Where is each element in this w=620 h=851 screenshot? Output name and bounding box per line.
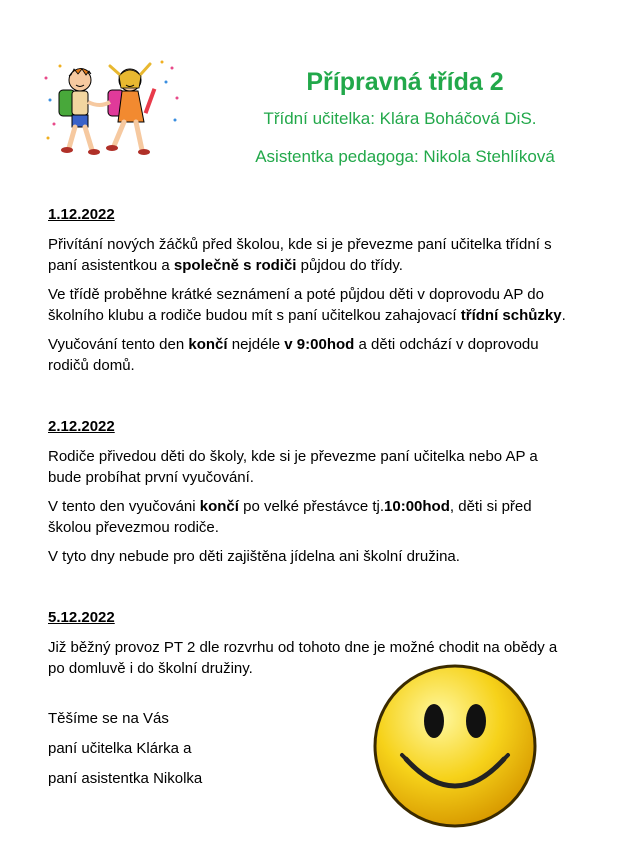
teaching-assistant: Asistentka pedagoga: Nikola Stehlíková bbox=[255, 147, 555, 166]
section-day-1 bbox=[48, 204, 568, 376]
date-heading: 2.12.2022 bbox=[48, 418, 115, 435]
schedule-content bbox=[48, 204, 568, 687]
paragraph: V tento den vyučováni končí po velké přestávce tj.10:00hod, děti si před školou převezmou rodiče. bbox=[48, 498, 532, 536]
closing-signature bbox=[48, 704, 202, 794]
paragraph: Již běžný provoz PT 2 dle rozvrhu od tohoto dne je možné chodit na obědy a po domluvě i do školní družiny. bbox=[48, 639, 558, 677]
paragraph: Ve třídě proběhne krátké seznámení a poté půjdou děti v doprovodu AP do školního klubu a rodiče budou mít s paní učitelkou zahajovací třídní schůzky. bbox=[48, 286, 566, 324]
paragraph: V tyto dny nebude pro děti zajištěna jídelna ani školní družina. bbox=[48, 548, 460, 565]
paragraph: Vyučování tento den končí nejdéle v 9:00hod a děti odchází v doprovodu rodičů domů. bbox=[48, 336, 539, 374]
document-header bbox=[170, 66, 610, 168]
section-day-2 bbox=[48, 416, 568, 567]
smiley-face-icon bbox=[372, 663, 538, 829]
closing-line: paní asistentka Nikolka bbox=[48, 770, 203, 787]
page-title: Přípravná třída 2 bbox=[306, 68, 504, 96]
paragraph: Rodiče přivedou děti do školy, kde si je převezme paní učitelka nebo AP a bude probíhat první vyučování. bbox=[48, 448, 538, 486]
class-teacher: Třídní učitelka: Klára Boháčová DiS. bbox=[263, 109, 537, 128]
closing-line: paní učitelka Klárka a bbox=[48, 740, 192, 757]
date-heading: 5.12.2022 bbox=[48, 609, 115, 626]
paragraph: Přivítání nových žáčků před školou, kde si je převezme paní učitelka třídní s paní asistentkou a společně s rodiči půjdou do třídy. bbox=[48, 236, 552, 274]
closing-line: Těšíme se na Vás bbox=[48, 710, 169, 727]
kids-with-backpacks-illustration bbox=[42, 58, 182, 158]
date-heading: 1.12.2022 bbox=[48, 206, 115, 223]
